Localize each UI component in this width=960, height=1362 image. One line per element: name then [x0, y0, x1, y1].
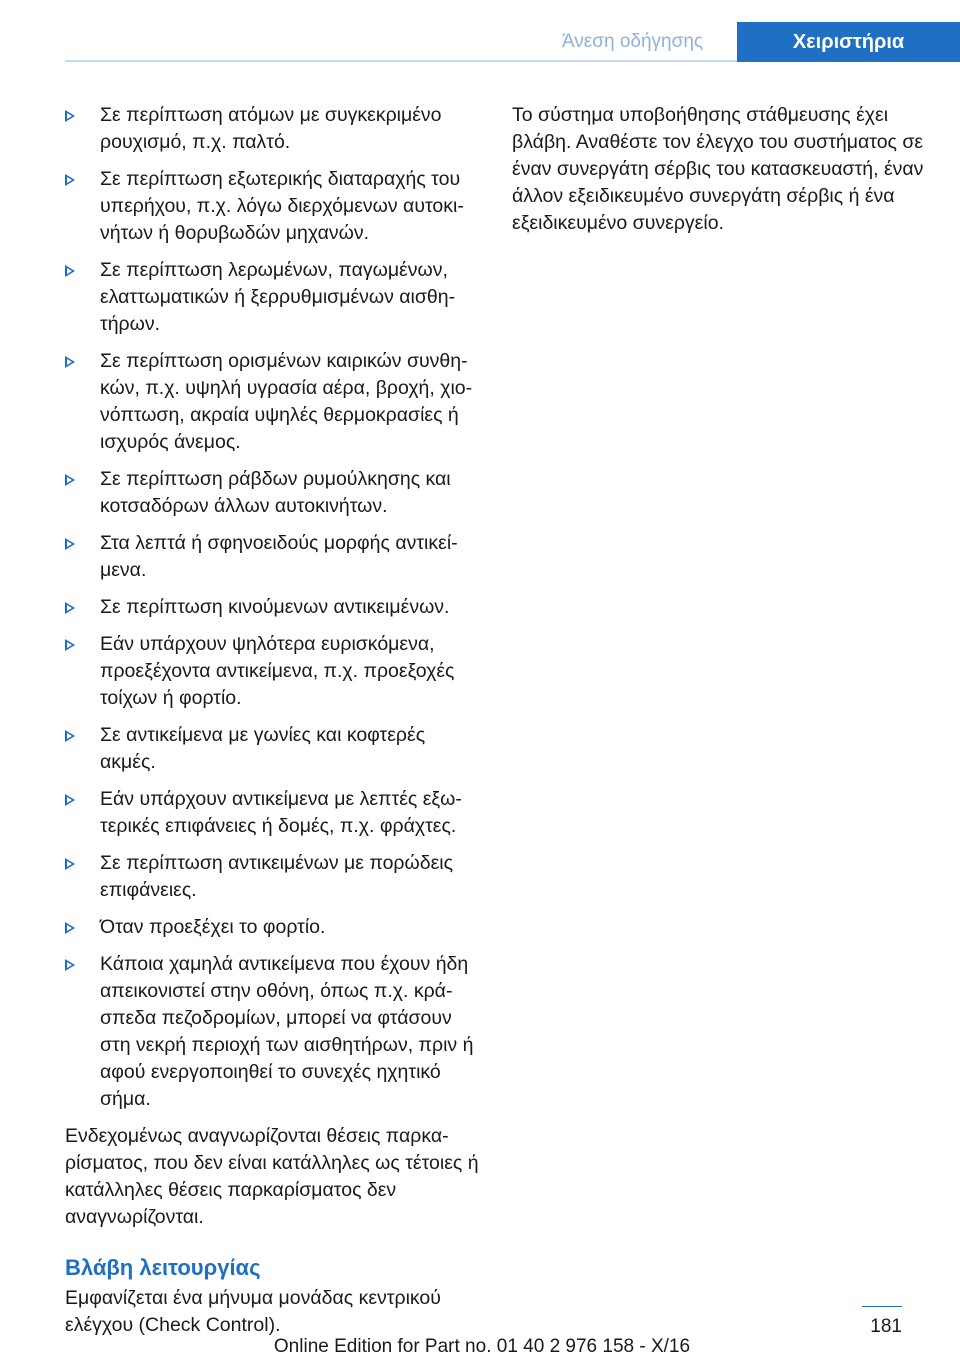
list-item: [65, 631, 483, 712]
header-section-title: Άνεση οδήγησης: [561, 31, 704, 52]
page-number: 181: [870, 1316, 902, 1337]
bullet-triangle-icon: [65, 474, 75, 486]
bullet-triangle-icon: [65, 730, 75, 742]
list-item: [65, 786, 483, 840]
list-item-text: Στα λεπτά ή σφηνοειδούς μορφής αντικείμενα.: [100, 532, 458, 581]
list-item-text: Εάν υπάρχουν αντικείμενα με λεπτές εξωτερικές επιφάνειες ή δομές, π.χ. φράχτες.: [100, 788, 462, 837]
list-item-text: Σε περίπτωση αντικειμένων με πορώδεις επιφάνειες.: [100, 852, 454, 901]
malfunction-heading: Βλάβη λειτουργίας: [65, 1255, 261, 1280]
list-item: [65, 166, 483, 247]
bullet-triangle-icon: [65, 639, 75, 651]
list-item-text: Σε περίπτωση λερωμένων, παγωμένων, ελαττωματικών ή ξερρυθμισμένων αισθητήρων.: [100, 259, 456, 335]
bullet-triangle-icon: [65, 356, 75, 368]
header-divider: [65, 60, 737, 62]
list-item: [65, 594, 483, 621]
malfunction-text: Εμφανίζεται ένα μήνυμα μονάδας κεντρικού ελέγχου (Check Control).: [65, 1287, 441, 1336]
right-column: [512, 102, 932, 237]
service-note: Το σύστημα υποβοήθησης στάθμευσης έχει βλάβη. Αναθέστε τον έλεγχο του συστήματος σε έναν συνεργάτη σέρβις του κατασκευαστή, έναν άλλον εξειδικευμένο συνεργάτη σέρβις ή ένα εξειδικευμένο συνεργείο.: [512, 104, 924, 234]
list-item: [65, 466, 483, 520]
edition-footer: Online Edition for Part no. 01 40 2 976 158 - X/16: [273, 1336, 691, 1357]
list-item-text: Σε περίπτωση ορισμένων καιρικών συνθηκών, π.χ. υψηλή υγρασία αέρα, βροχή, χιονόπτωση, ακραία υψηλές θερμοκρασίες ή ισχυρός άνεμος.: [100, 350, 473, 453]
list-item: [65, 102, 483, 156]
list-item: [65, 348, 483, 456]
list-item: [65, 951, 483, 1113]
list-item-text: Όταν προεξέχει το φορτίο.: [100, 916, 326, 938]
list-item-text: Εάν υπάρχουν ψηλότερα ευρισκόμενα, προεξέχοντα αντικείμενα, π.χ. προεξοχές τοίχων ή φορτίο.: [100, 633, 455, 709]
list-item-text: Σε αντικείμενα με γωνίες και κοφτερές ακμές.: [100, 724, 426, 773]
parking-space-note: Ενδεχομένως αναγνωρίζονται θέσεις παρκαρίσματος, που δεν είναι κατάλληλες ως τέτοιες ή κατάλληλες θέσεις παρκαρίσματος δεν αναγνωρίζονται.: [65, 1125, 479, 1228]
list-item-text: Σε περίπτωση ράβδων ρυμούλκησης και κοτσαδόρων άλλων αυτοκινήτων.: [100, 468, 451, 517]
list-item: [65, 722, 483, 776]
list-item: [65, 850, 483, 904]
list-item-text: Κάποια χαμηλά αντικείμενα που έχουν ήδη απεικονιστεί στην οθόνη, όπως π.χ. κράσπεδα πεζοδρομίων, μπορεί να φτάσουν στη νεκρή περιοχή των αισθητήρων, πριν ή αφού ενεργοποιηθεί το συνεχές ηχητικό σήμα.: [100, 953, 474, 1110]
bullet-triangle-icon: [65, 922, 75, 934]
bullet-triangle-icon: [65, 794, 75, 806]
header-chapter-tab: Χειριστήρια: [737, 22, 960, 62]
list-item: [65, 530, 483, 584]
bullet-triangle-icon: [65, 959, 75, 971]
bullet-triangle-icon: [65, 110, 75, 122]
limitations-list: [65, 102, 483, 1113]
list-item-text: Σε περίπτωση κινούμενων αντικειμένων.: [100, 596, 450, 618]
list-item-text: Σε περίπτωση εξωτερικής διαταραχής του υπερήχου, π.χ. λόγω διερχόμενων αυτοκινήτων ή θορυβωδών μηχανών.: [100, 168, 464, 244]
list-item-text: Σε περίπτωση ατόμων με συγκεκριμένο ρουχισμό, π.χ. παλτό.: [100, 104, 442, 153]
left-column: [65, 102, 483, 1339]
bullet-triangle-icon: [65, 602, 75, 614]
page-number-divider: [862, 1306, 902, 1307]
bullet-triangle-icon: [65, 265, 75, 277]
list-item: [65, 257, 483, 338]
bullet-triangle-icon: [65, 858, 75, 870]
list-item: [65, 914, 483, 941]
bullet-triangle-icon: [65, 538, 75, 550]
bullet-triangle-icon: [65, 174, 75, 186]
